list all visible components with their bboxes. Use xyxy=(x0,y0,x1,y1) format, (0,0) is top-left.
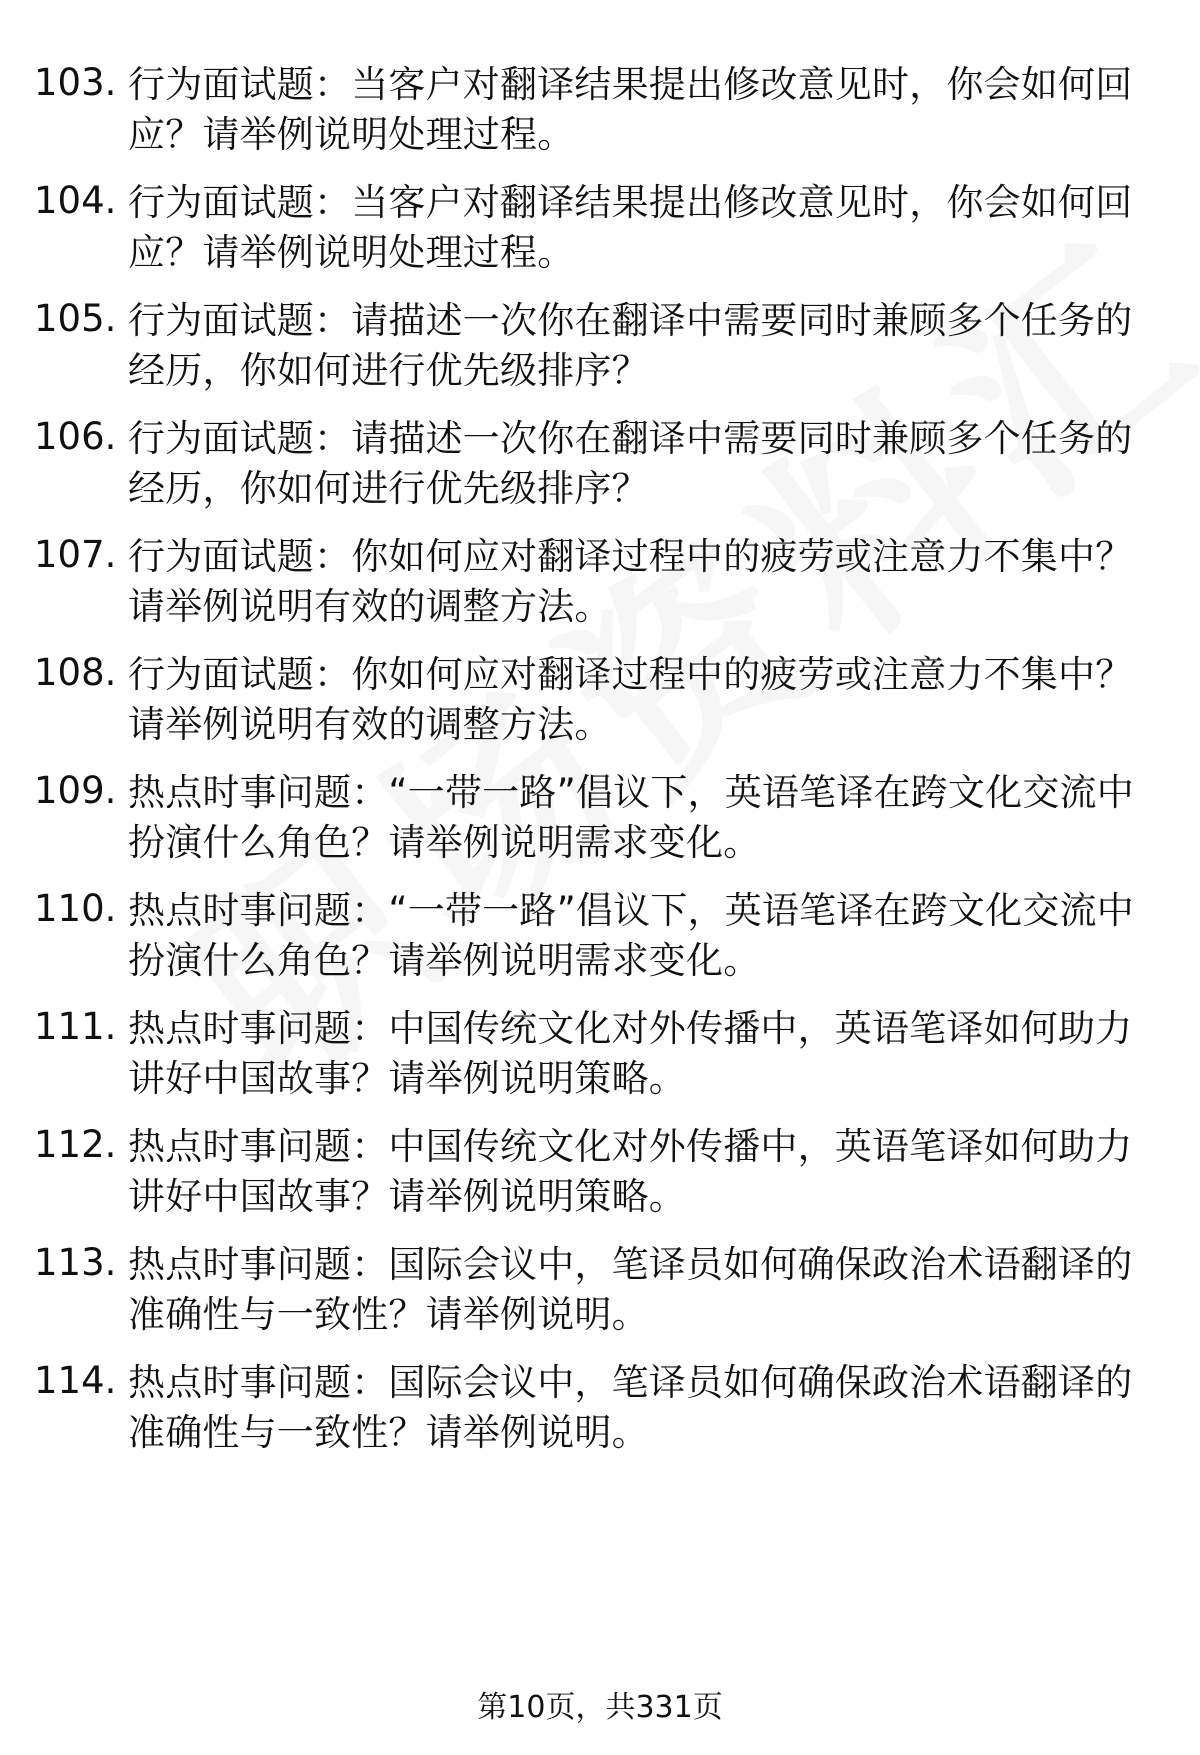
question-text: 热点时事问题：中国传统文化对外传播中，英语笔译如何助力讲好中国故事？请举例说明策略。 xyxy=(128,1125,1133,1218)
question-item xyxy=(0,178,1200,290)
question-text: 行为面试题：请描述一次你在翻译中需要同时兼顾多个任务的经历，你如何进行优先级排序？ xyxy=(128,299,1133,392)
question-text: 热点时事问题：国际会议中，笔译员如何确保政治术语翻译的准确性与一致性？请举例说明。 xyxy=(128,1361,1133,1454)
question-number: 111. xyxy=(34,1005,117,1048)
question-number: 114. xyxy=(34,1359,117,1402)
question-item xyxy=(0,886,1200,998)
question-number: 109. xyxy=(34,769,117,812)
question-item xyxy=(0,1358,1200,1470)
question-item xyxy=(0,1004,1200,1116)
question-number: 113. xyxy=(34,1241,117,1284)
question-text: 热点时事问题：“一带一路”倡议下，英语笔译在跨文化交流中扮演什么角色？请举例说明需求变化。 xyxy=(128,889,1134,982)
question-number: 106. xyxy=(34,415,117,458)
question-text: 行为面试题：当客户对翻译结果提出修改意见时，你会如何回应？请举例说明处理过程。 xyxy=(128,63,1133,156)
question-text: 热点时事问题：“一带一路”倡议下，英语笔译在跨文化交流中扮演什么角色？请举例说明需求变化。 xyxy=(128,771,1134,864)
question-text: 热点时事问题：国际会议中，笔译员如何确保政治术语翻译的准确性与一致性？请举例说明。 xyxy=(128,1243,1133,1336)
question-item xyxy=(0,532,1200,644)
question-item xyxy=(0,296,1200,408)
question-item xyxy=(0,768,1200,880)
question-text: 热点时事问题：中国传统文化对外传播中，英语笔译如何助力讲好中国故事？请举例说明策略。 xyxy=(128,1007,1133,1100)
question-number: 104. xyxy=(34,179,117,222)
question-number: 112. xyxy=(34,1123,117,1166)
page-number-footer: 第10页，共331页 xyxy=(477,1690,723,1725)
question-item xyxy=(0,650,1200,762)
question-text: 行为面试题：你如何应对翻译过程中的疲劳或注意力不集中？请举例说明有效的调整方法。 xyxy=(128,653,1133,746)
question-item xyxy=(0,1122,1200,1234)
question-item xyxy=(0,60,1200,172)
question-text: 行为面试题：你如何应对翻译过程中的疲劳或注意力不集中？请举例说明有效的调整方法。 xyxy=(128,535,1133,628)
question-text: 行为面试题：请描述一次你在翻译中需要同时兼顾多个任务的经历，你如何进行优先级排序？ xyxy=(128,417,1133,510)
question-item xyxy=(0,414,1200,526)
question-number: 105. xyxy=(34,297,117,340)
question-text: 行为面试题：当客户对翻译结果提出修改意见时，你会如何回应？请举例说明处理过程。 xyxy=(128,181,1133,274)
question-number: 108. xyxy=(34,651,117,694)
question-number: 107. xyxy=(34,533,117,576)
question-number: 103. xyxy=(34,61,117,104)
question-item xyxy=(0,1240,1200,1352)
question-number: 110. xyxy=(34,887,117,930)
